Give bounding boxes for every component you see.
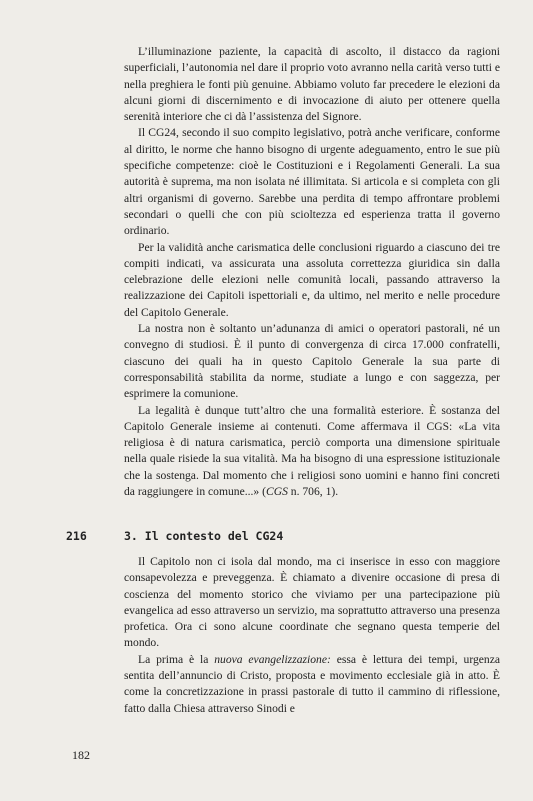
paragraph: La nostra non è soltanto un’adunanza di amici o operatori pastorali, né un convegno di studiosi. È il punto di convergenza di circa 17.000 confratelli, ciascuno dei quali ha in questo Capitolo Generale la sua parte di corresponsabilità stabilita da norme, studiate a lungo e con saggezza, per esprimere la comunione. xyxy=(124,322,500,401)
paragraph: Il Capitolo non ci isola dal mondo, ma ci inserisce in esso con maggiore consapevolezza e preveggenza. È chiamato a divenire occasione di presa di coscienza del momento storico che viviamo per una partecipazione più evangelica ad esso attraverso un servizio, ma soprattutto attraverso una presenza profetica. Ora ci sono alcune coordinate che segnano questa temperie del mondo. xyxy=(124,555,500,650)
paragraph xyxy=(124,652,500,717)
text-column-bottom xyxy=(124,554,500,717)
paragraph-text: La legalità è dunque tutt’altro che una formalità esteriore. È sostanza del Capitolo Generale insieme ai contenuti. Come affermava il CGS: «La vita religiosa è di natura carismatica, perciò comporta una dimensione spirituale nella quale risiede la sua vitalità. Ma ha bisogno di una espressione istituzionale che la sostenga. Dal momento che i religiosi sono uomini e hanno fini concreti da raggiungere in comune...» xyxy=(124,403,500,499)
margin-number: 216 xyxy=(66,529,87,543)
paragraph: La legalità è dunque tutt’altro che una formalità esteriore. È sostanza del Capitolo Generale insieme ai contenuti. Come affermava il CGS: «La vita religiosa è di natura carismatica, perciò comporta una dimensione spirituale nella quale risiede la sua vitalità. Ma ha bisogno di una espressione istituzionale che la sostenga. Dal momento che i religiosi sono uomini e hanno fini concreti da raggiungere in comune...» (CGS n. 706, 1). xyxy=(124,403,500,499)
paragraph: L’illuminazione paziente, la capacità di ascolto, il distacco da ragioni superficiali, l’autonomia nel dare il proprio voto avranno nella carità verso tutti e nella preghiera le fonti più genuine. Abbiamo voluto far precedere le elezioni da alcuni giorni di discernimento e di invocazione di aiuto per ottenere quella serenità interiore che ci dà l’assistenza del Signore. xyxy=(124,45,500,124)
text-column-top xyxy=(124,44,500,500)
citation-rest: n. 706, 1). xyxy=(287,485,339,499)
paragraph-start: La prima è la xyxy=(138,652,215,666)
paragraph-rest: essa è lettura dei tempi, urgenza sentita dell’annuncio di Cristo, proposta e movimento ecclesiale già in atto. È come la concretizzazione in prassi pastorale di tutto il cammino di riflessione, fatto dalla Chiesa attraverso Sinodi e xyxy=(124,652,500,715)
section-heading: 3. Il contesto del CG24 xyxy=(124,529,284,543)
paragraph-italic: nuova evangelizzazione: xyxy=(214,652,331,666)
citation-italic: CGS xyxy=(265,485,288,499)
page-number: 182 xyxy=(72,748,90,762)
paragraph: Per la validità anche carismatica delle conclusioni riguardo a ciascuno dei tre compiti indicati, va assicurata una assoluta correttezza giuridica sin dalla celebrazione delle elezioni nelle comunità locali, passando attraverso la realizzazione dei Capitoli ispettoriali e, da ultimo, nel merito e nelle procedure del Capitolo Generale. xyxy=(124,240,500,319)
paragraph: Il CG24, secondo il suo compito legislativo, potrà anche verificare, conforme al diritto, le norme che hanno bisogno di urgente adeguamento, entro le sue più specifiche competenze: cioè le Costituzioni e i Regolamenti Generali. La sua autorità è suprema, ma non isolata né illimitata. Si articola e si completa con gli altri organismi di governo. Sarebbe una perdita di tempo affrontare problemi secondari o quelli che con più scioltezza ed esperienza tratta il governo ordinario. xyxy=(124,126,500,238)
